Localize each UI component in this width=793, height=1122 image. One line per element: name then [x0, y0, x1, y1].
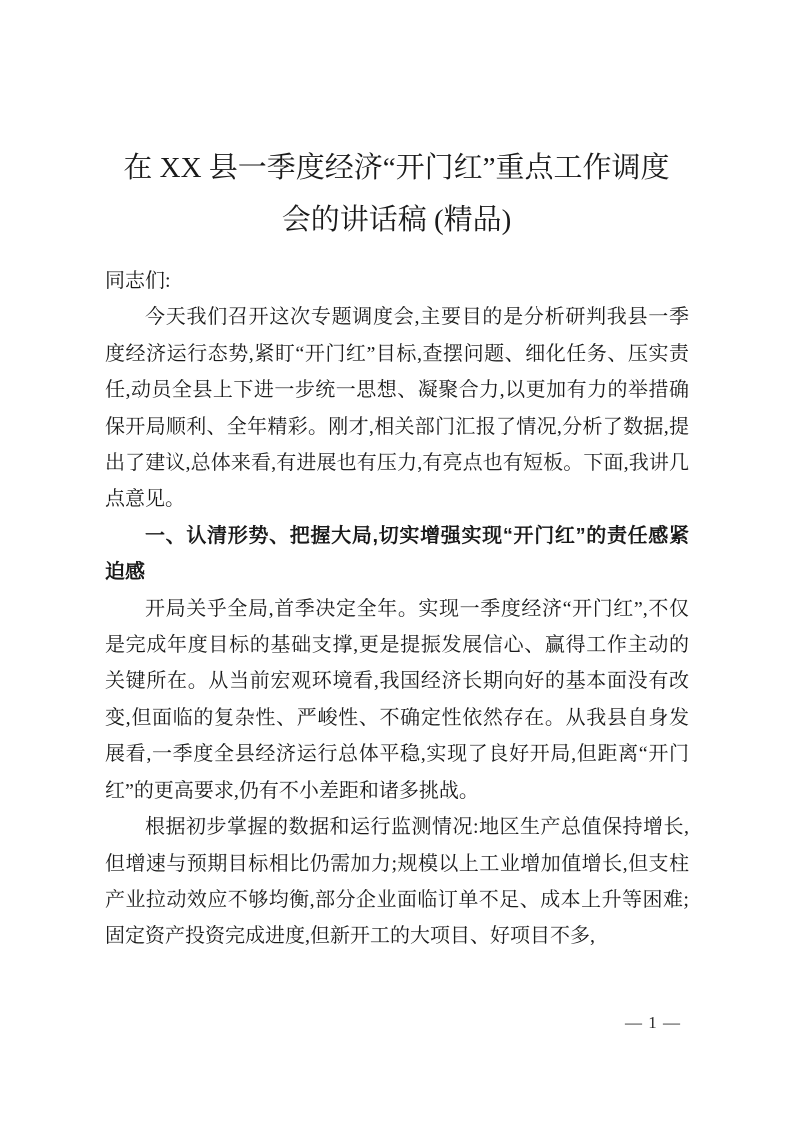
document-body	[105, 263, 689, 955]
page-number: — 1 —	[625, 1013, 681, 1032]
section-1-paragraph-2: 根据初步掌握的数据和运行监测情况:地区生产总值保持增长,但增速与预期目标相比仍需加力;规模以上工业增加值增长,但支柱产业拉动效应不够均衡,部分企业面临订单不足、成本上升等困难;固定资产投资完成进度,但新开工的大项目、好项目不多,	[105, 816, 689, 948]
document-title	[0, 0, 793, 246]
section-1-paragraph-1: 开局关乎全局,首季决定全年。实现一季度经济“开门红”,不仅是完成年度目标的基础支撑,更是提振发展信心、赢得工作主动的关键所在。从当前宏观环境看,我国经济长期向好的基本面没有改变,但面临的复杂性、严峻性、不确定性依然存在。从我县自身发展看,一季度全县经济运行总体平稳,实现了良好开局,但距离“开门红”的更高要求,仍有不小差距和诸多挑战。	[105, 597, 689, 802]
salutation: 同志们:	[105, 270, 171, 292]
document-title-line-1: 在 XX 县一季度经济“开门红”重点工作调度	[123, 152, 670, 184]
section-1-heading: 一、认清形势、把握大局,切实增强实现“开门红”的责任感紧迫感	[105, 524, 689, 584]
intro-paragraph: 今天我们召开这次专题调度会,主要目的是分析研判我县一季度经济运行态势,紧盯“开门红”目标,查摆问题、细化任务、压实责任,动员全县上下进一步统一思想、凝聚合力,以更加有力的举措确保开局顺利、全年精彩。刚才,相关部门汇报了情况,分析了数据,提出了建议,总体来看,有进展也有压力,有亮点也有短板。下面,我讲几点意见。	[105, 306, 689, 511]
document-title-line-2: 会的讲话稿 (精品)	[281, 204, 512, 236]
